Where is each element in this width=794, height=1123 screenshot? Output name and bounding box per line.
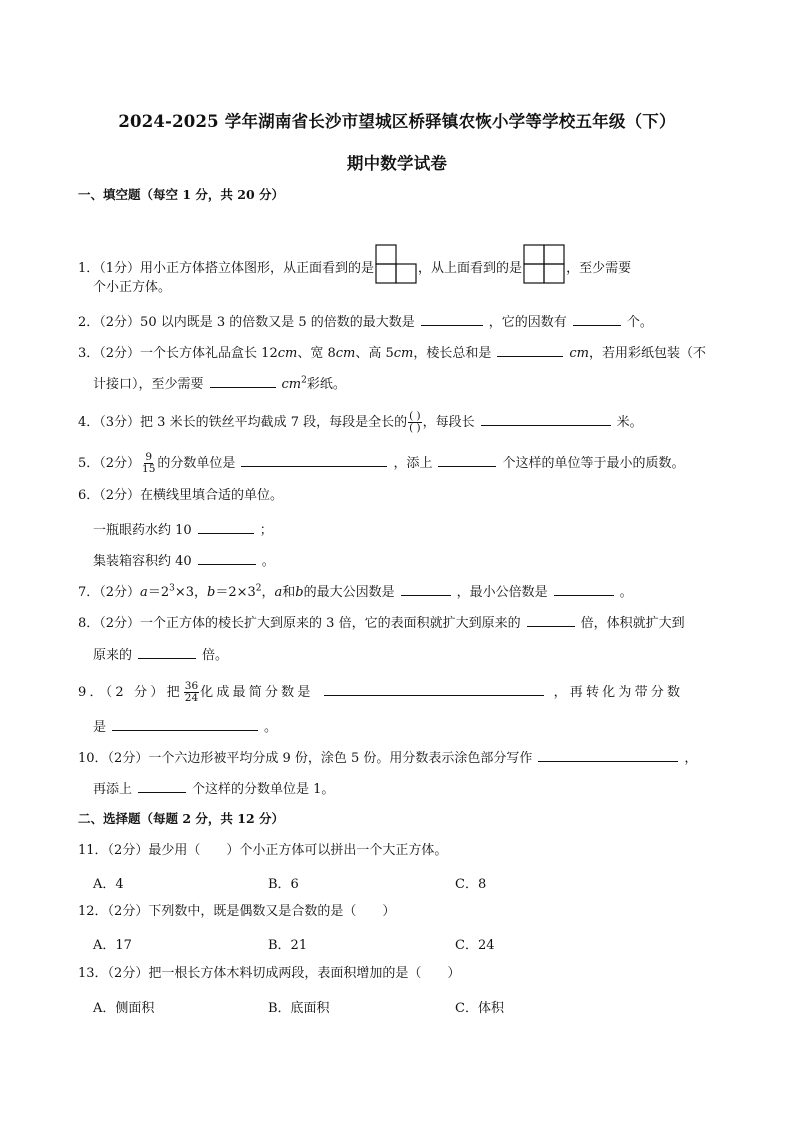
choice-b[interactable]: B．底面积	[268, 1001, 330, 1016]
answer-blank[interactable]	[481, 411, 611, 426]
answer-blank[interactable]	[554, 581, 614, 596]
question-2: 2．（2分）50 以内既是 3 的倍数又是 5 的倍数的最大数是 ，它的因数有 个。	[78, 311, 653, 332]
choice-a[interactable]: A．4	[93, 877, 124, 892]
answer-blank[interactable]	[112, 716, 258, 731]
exam-title-line2: 期中数学试卷	[346, 154, 448, 173]
front-view-icon	[375, 244, 417, 284]
choice-c[interactable]: C．8	[455, 877, 487, 892]
question-9-cont: 是 。	[93, 716, 277, 737]
answer-blank[interactable]	[138, 778, 186, 793]
question-10-cont: 再添上 个这样的分数单位是 1。	[93, 778, 334, 799]
top-view-icon	[523, 244, 565, 284]
question-5: 5．（2分） $\frac{9}{15}$ 的分数单位是 ，添上 个这样的单位等于最小的质数。	[78, 451, 685, 475]
answer-blank[interactable]	[421, 311, 483, 326]
choice-a[interactable]: A．侧面积	[93, 1001, 155, 1016]
section-heading-multiple-choice: 二、选择题（每题 2 分，共 12 分）	[78, 811, 285, 826]
question-8-cont: 原来的 倍。	[93, 644, 228, 665]
question-7: 7．（2分）$a=2^3\times 3$，$b=2\times 3^2$，a和b的最大公因数是 ，最小公倍数是 。	[78, 581, 633, 602]
section-heading-fill-blank: 一、填空题（每空 1 分，共 20 分）	[78, 187, 285, 202]
choice-b[interactable]: B．21	[268, 938, 308, 953]
choice-b[interactable]: B．6	[268, 877, 299, 892]
question-8: 8．（2分）一个正方体的棱长扩大到原来的 3 倍，它的表面积就扩大到原来的 倍，体积就扩大到	[78, 612, 685, 633]
answer-blank[interactable]	[198, 519, 254, 534]
question-1-cont: 个小正方体。	[93, 280, 172, 295]
choice-c[interactable]: C．24	[455, 938, 495, 953]
exam-title-line1: 2024-2025 学年湖南省长沙市望城区桥驿镇农恢小学等学校五年级（下）	[118, 112, 676, 131]
question-3-cont: 计接口），至少需要 $cm^2$彩纸。	[93, 373, 346, 394]
answer-blank[interactable]	[527, 612, 575, 627]
choice-a[interactable]: A．17	[93, 938, 132, 953]
answer-blank[interactable]	[324, 681, 544, 696]
fraction-blank[interactable]: $\frac{( )}{( )}$	[409, 410, 421, 434]
answer-blank[interactable]	[138, 644, 196, 659]
choice-c[interactable]: C．体积	[455, 1001, 504, 1016]
answer-blank[interactable]	[573, 311, 621, 326]
question-6: 6．（2分）在横线里填合适的单位。	[78, 488, 284, 503]
answer-blank[interactable]	[438, 452, 496, 467]
fraction: $\frac{9}{15}$	[142, 451, 156, 475]
question-11: 11．（2分）最少用（ ）个小正方体可以拼出一个大正方体。	[78, 843, 448, 858]
question-9: 9．（2 分）把 $\frac{36}{24}$ 化成最简分数是 ，再转化为带分数	[78, 680, 684, 704]
answer-blank[interactable]	[538, 747, 678, 762]
question-12: 12．（2分）下列数中，既是偶数又是合数的是（ ）	[78, 904, 396, 919]
answer-blank[interactable]	[198, 550, 256, 565]
answer-blank[interactable]	[497, 342, 563, 357]
question-6-item-2: 集装箱容积约 40 。	[93, 550, 275, 571]
question-1: 1．（1分）用小正方体搭立体图形，从正面看到的是 ，从上面看到的是 ，至少需要	[78, 244, 631, 284]
question-6-item-1: 一瓶眼药水约 10 ；	[93, 519, 273, 540]
question-4: 4．（3分）把 3 米长的铁丝平均截成 7 段，每段是全长的 $\frac{( )}{( )}$ ，每段长 米。	[78, 410, 643, 434]
fraction: $\frac{36}{24}$	[184, 680, 199, 704]
answer-blank[interactable]	[241, 452, 387, 467]
question-3: 3．（2分）一个长方体礼品盒长 12cm、宽 8cm、高 5cm，棱长总和是 cm，若用彩纸包装（不	[78, 342, 706, 363]
question-10: 10．（2分）一个六边形被平均分成 9 份，涂色 5 份。用分数表示涂色部分写作 ，	[78, 747, 697, 768]
answer-blank[interactable]	[210, 373, 276, 388]
answer-blank[interactable]	[401, 581, 451, 596]
question-13: 13．（2分）把一根长方体木料切成两段，表面积增加的是（ ）	[78, 966, 461, 981]
